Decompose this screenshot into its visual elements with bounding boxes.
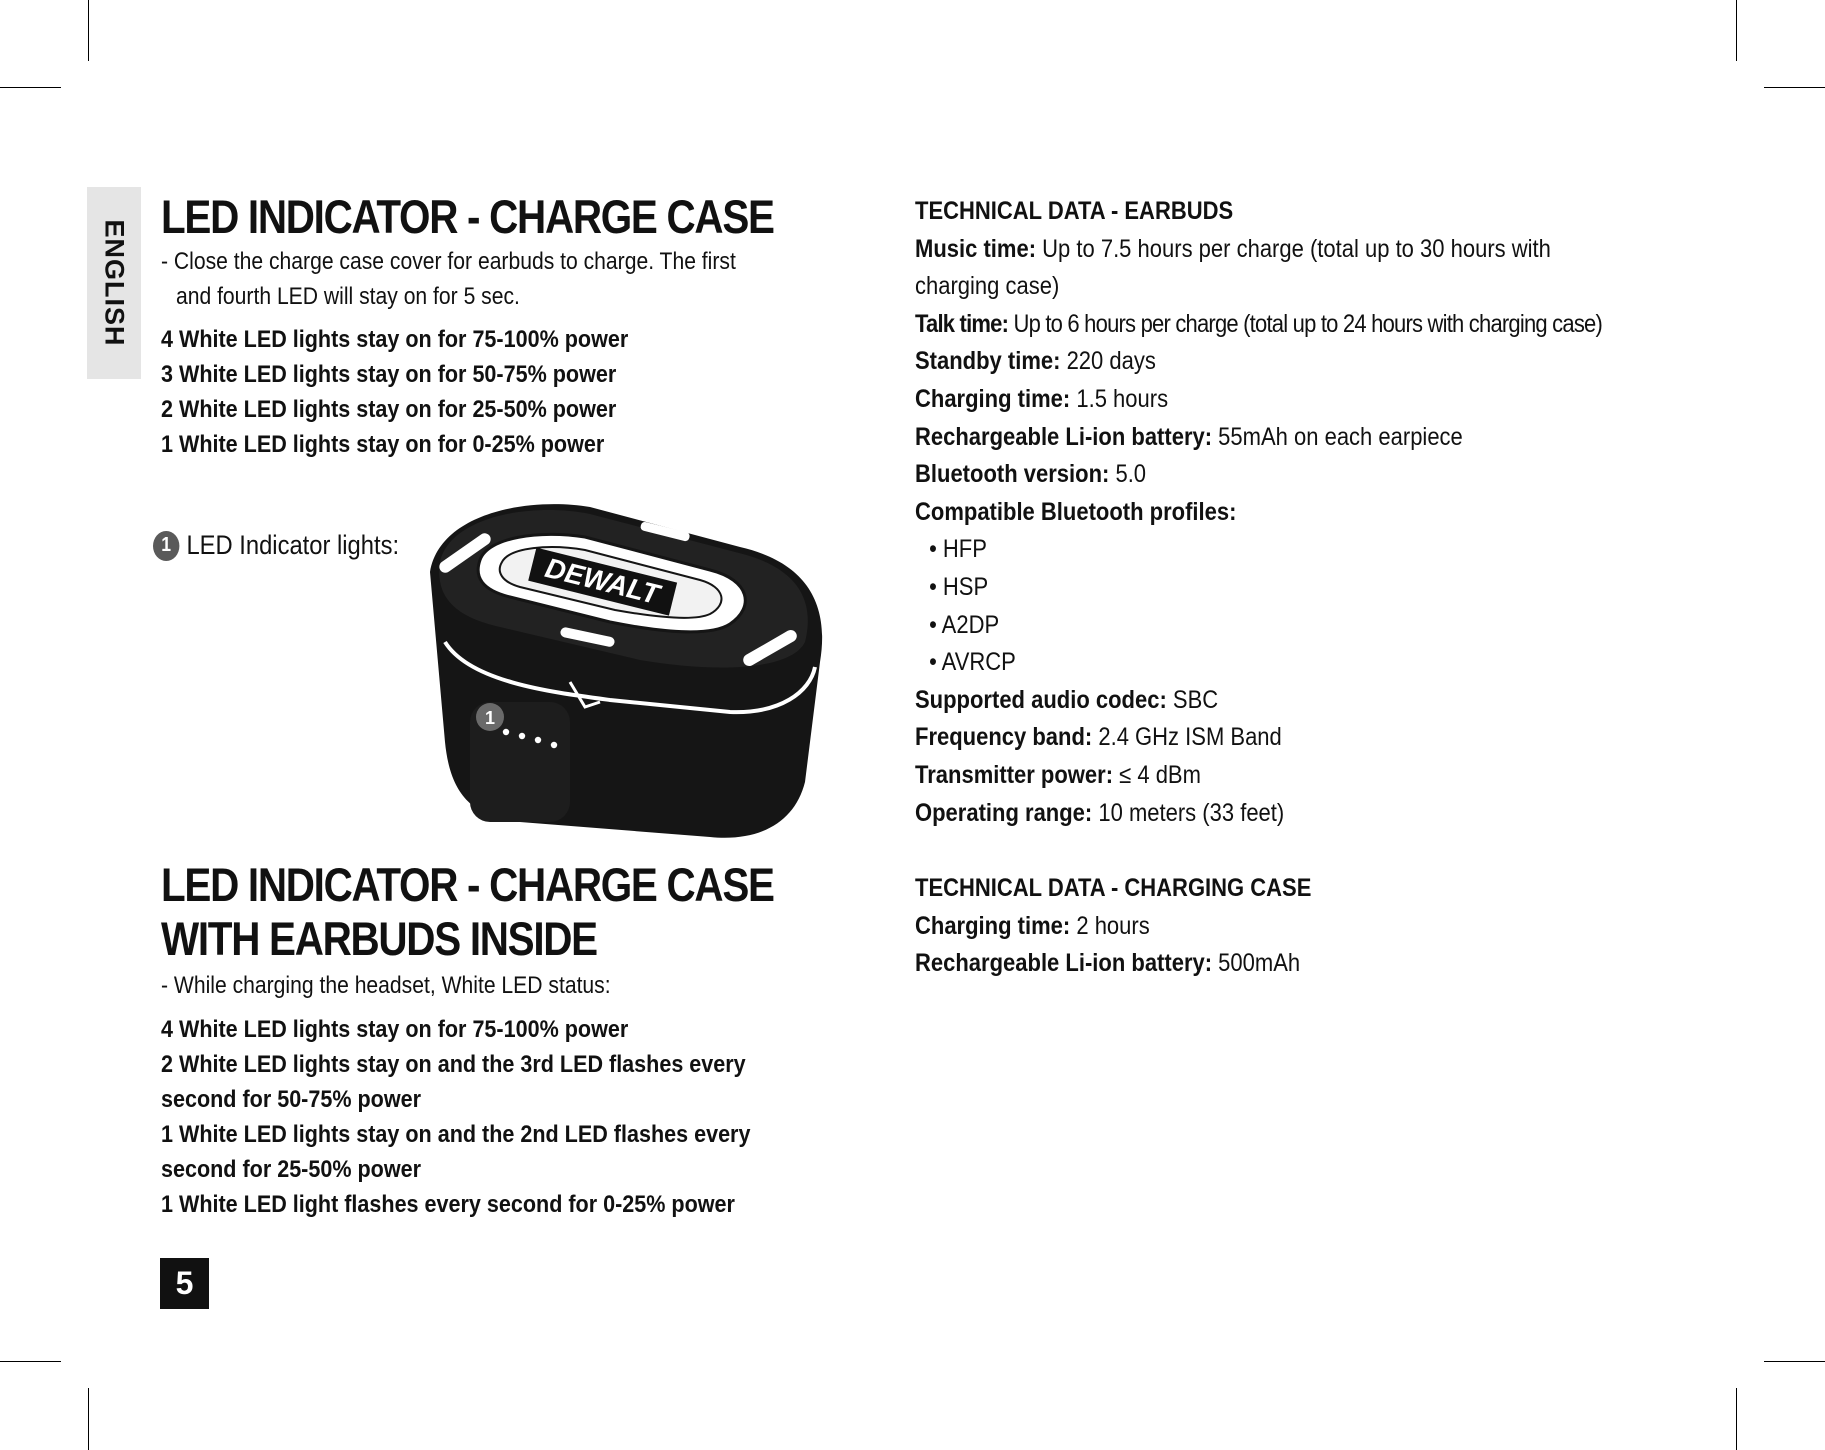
- led-dot: [535, 737, 541, 743]
- list-item: • HSP: [929, 572, 989, 601]
- list-item: 3 White LED lights stay on for 50-75% power: [161, 361, 617, 388]
- spec-standby-time: [915, 343, 1777, 381]
- spec-label: Talk time:: [915, 309, 1009, 338]
- section1-title: LED INDICATOR - CHARGE CASE: [161, 190, 774, 243]
- crop-mark: [88, 0, 89, 61]
- section2-title-line1: LED INDICATOR - CHARGE CASE: [161, 858, 774, 911]
- section1-intro: [161, 244, 847, 314]
- spec-value: 2 hours: [1070, 911, 1150, 940]
- spec-value: ≤ 4 dBm: [1113, 760, 1201, 789]
- section2-title-line2: WITH EARBUDS INSIDE: [161, 912, 597, 965]
- crop-mark: [0, 87, 61, 88]
- list-item: 4 White LED lights stay on for 75-100% power: [161, 1016, 629, 1043]
- section1-led-list: [161, 322, 847, 462]
- spec-label: Standby time:: [915, 347, 1061, 376]
- callout-number-badge: 1: [153, 531, 179, 561]
- spec-value: 10 meters (33 feet): [1092, 798, 1285, 827]
- spec-value: 500mAh: [1212, 949, 1301, 978]
- section-led-charge-case: [161, 190, 851, 462]
- list-item: 2 White LED lights stay on and the 3rd LED flashes every: [161, 1051, 746, 1078]
- spec-label: Supported audio codec:: [915, 685, 1167, 714]
- section1-intro-line2: and fourth LED will stay on for 5 sec.: [175, 283, 520, 310]
- list-item: 4 White LED lights stay on for 75-100% power: [161, 326, 629, 353]
- list-item: 1 White LED lights stay on and the 2nd LED flashes every: [161, 1121, 751, 1148]
- led-dot: [503, 729, 509, 735]
- spec-bluetooth-profiles: [915, 494, 1777, 532]
- spec-value: 55mAh on each earpiece: [1212, 422, 1463, 451]
- spec-value: SBC: [1166, 685, 1219, 714]
- spec-label: Transmitter power:: [915, 760, 1114, 789]
- spec-value: 2.4 GHz ISM Band: [1092, 723, 1282, 752]
- list-item: second for 50-75% power: [161, 1086, 421, 1113]
- spec-talk-time: [915, 306, 1777, 344]
- led-indicator-callout: [153, 530, 399, 561]
- led-dot: [551, 742, 557, 748]
- crop-mark: [1764, 1361, 1825, 1362]
- page-number: 5: [160, 1258, 209, 1309]
- spec-label: Rechargeable Li-ion battery:: [915, 949, 1213, 978]
- spec-label: Frequency band:: [915, 723, 1093, 752]
- spec-value: Up to 6 hours per charge (total up to 24 hours with charging case): [1008, 309, 1603, 338]
- tech-earbuds-title: TECHNICAL DATA - EARBUDS: [915, 197, 1234, 225]
- spec-music-time: [915, 231, 1777, 269]
- spec-label: Operating range:: [915, 798, 1093, 827]
- language-tab: [87, 187, 141, 379]
- spec-transmitter-power: [915, 757, 1777, 795]
- section-led-charge-case-earbuds: [161, 858, 861, 1222]
- brand-logo-text: DEWALT: [542, 551, 663, 611]
- led-dot: [519, 733, 525, 739]
- spec-music-time-cont: charging case): [915, 272, 1060, 301]
- list-item: 1 White LED lights stay on for 0-25% power: [161, 431, 605, 458]
- list-item: 1 White LED light flashes every second for 0-25% power: [161, 1191, 735, 1218]
- spec-label: Music time:: [915, 234, 1037, 263]
- spec-frequency-band: [915, 719, 1777, 757]
- list-item: 2 White LED lights stay on for 25-50% power: [161, 396, 617, 423]
- spec-label: Charging time:: [915, 384, 1071, 413]
- charge-case-illustration: [410, 492, 830, 844]
- crop-mark: [1764, 87, 1825, 88]
- spec-label: Compatible Bluetooth profiles:: [915, 497, 1237, 526]
- spec-value: 220 days: [1060, 347, 1156, 376]
- spec-value: 1.5 hours: [1070, 384, 1169, 413]
- spec-value: Up to 7.5 hours per charge (total up to 30 hours with: [1036, 234, 1551, 263]
- section2-led-list: [161, 1012, 847, 1222]
- tech-case-title: TECHNICAL DATA - CHARGING CASE: [915, 874, 1312, 903]
- spec-case-charging-time: [915, 908, 1777, 946]
- section2-intro: - While charging the headset, White LED status:: [161, 972, 611, 999]
- callout-label: LED Indicator lights:: [186, 530, 400, 560]
- crop-mark: [1736, 1388, 1737, 1450]
- spec-charging-time: [915, 381, 1777, 419]
- section1-intro-line1: - Close the charge case cover for earbuds to charge. The first: [161, 248, 736, 275]
- spec-label: Rechargeable Li-ion battery:: [915, 422, 1213, 451]
- led-marker-number: 1: [484, 708, 496, 728]
- spec-operating-range: [915, 795, 1777, 833]
- technical-data: [915, 193, 1785, 983]
- list-item: • HFP: [929, 535, 987, 564]
- tech-earbuds-block: [915, 193, 1777, 983]
- spec-value: 5.0: [1109, 460, 1147, 489]
- crop-mark: [0, 1361, 61, 1362]
- language-tab-label: ENGLISH: [99, 219, 130, 347]
- spec-battery: [915, 419, 1777, 457]
- spec-bluetooth-version: [915, 456, 1777, 494]
- spec-case-battery: [915, 945, 1777, 983]
- list-item: • AVRCP: [929, 648, 1016, 677]
- spec-label: Charging time:: [915, 911, 1071, 940]
- crop-mark: [1736, 0, 1737, 61]
- list-item: second for 25-50% power: [161, 1156, 421, 1183]
- list-item: • A2DP: [929, 610, 1000, 639]
- crop-mark: [88, 1388, 89, 1450]
- spec-label: Bluetooth version:: [915, 460, 1110, 489]
- spec-audio-codec: [915, 682, 1777, 720]
